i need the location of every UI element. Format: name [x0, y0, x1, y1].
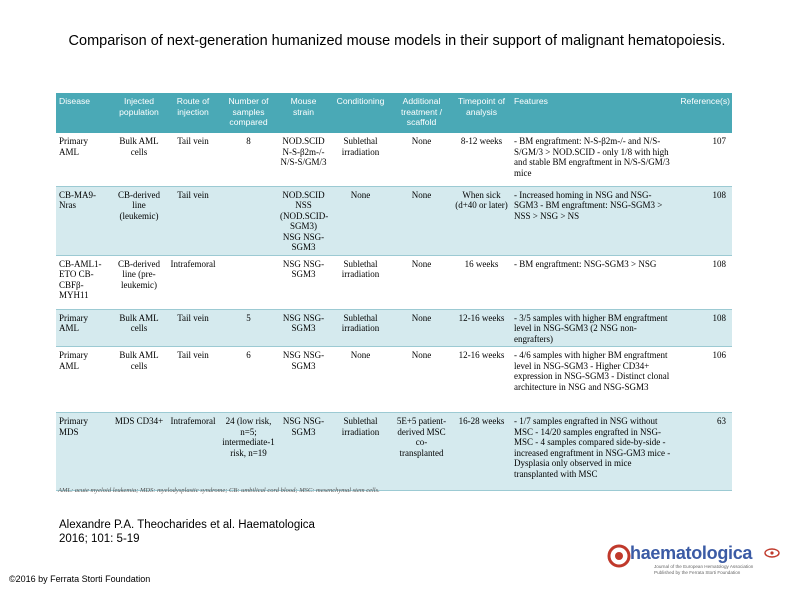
- cell-disease: CB-AML1-ETO CB-CBFβ-MYH11: [59, 258, 102, 300]
- citation-journal-ref: 2016; 101: 5-19: [59, 533, 140, 545]
- cell-reference: 108: [712, 258, 726, 269]
- cell-conditioning: None: [350, 350, 371, 360]
- cell-disease: Primary AML: [59, 350, 88, 371]
- header-references: Reference(s): [674, 93, 732, 133]
- cell-strain: NOD.SCID N-S-β2m-/- N/S-S/GM/3: [280, 136, 327, 167]
- cell-timepoint: 16-28 weeks: [451, 413, 511, 491]
- cell-strain: NSG NSG-SGM3: [277, 309, 329, 347]
- table-header-row: [56, 93, 732, 133]
- cell-conditioning: Sublethal irradiation: [341, 136, 380, 157]
- header-disease: Disease: [56, 93, 111, 133]
- header-injected-population: Injected population: [111, 93, 166, 133]
- cell-number: [219, 255, 277, 309]
- cell-conditioning: None: [329, 186, 391, 255]
- cell-population: CB-derived line (pre-leukemic): [118, 258, 160, 290]
- cell-timepoint: 16 weeks: [464, 258, 499, 269]
- cell-additional: None: [411, 350, 432, 360]
- header-features: Features: [511, 93, 674, 133]
- cell-conditioning: Sublethal irradiation: [329, 309, 391, 347]
- table-footnote: AML: acute myeloid leukemia; MDS: myelodysplastic syndrome; CB: umbilical cord blood; MSC: mesenchymal stem cells.: [58, 487, 380, 494]
- cell-features: - 1/7 samples engrafted in NSG without MSC - 14/20 samples engrafted in NSG-MSC - 4 samples compared side-by-side - increased engraftment in NSG-GM3 mice - Dysplasia only observed in mice transplanted with MSC: [511, 413, 674, 491]
- cell-route: Tail vein: [166, 309, 219, 347]
- cell-route: Tail vein: [177, 350, 209, 360]
- table-row: [56, 309, 732, 347]
- cell-timepoint: When sick (d+40 or later): [451, 186, 511, 255]
- header-number-samples: Number of samples compared: [219, 93, 277, 133]
- cell-strain: NSG NSG-SGM3: [282, 258, 325, 279]
- cell-features: - 4/6 samples with higher BM engraftment level in NSG-SGM3 - Higher CD34+ expression in NSG-SGM3 - Distinct clonal architecture in NSG and NSG-SGM3: [514, 350, 670, 392]
- cell-route: Intrafemoral: [170, 258, 216, 269]
- header-timepoint: Timepoint of analysis: [451, 93, 511, 133]
- citation-authors: Alexandre P.A. Theocharides et al. Haematologica: [59, 519, 315, 531]
- slide-title: Comparison of next-generation humanized mouse models in their support of malignant hematopoiesis.: [68, 33, 726, 49]
- cell-population: CB-derived line (leukemic): [111, 186, 166, 255]
- cell-number: [219, 186, 277, 255]
- header-conditioning: Conditioning: [329, 93, 391, 133]
- header-route: Route of injection: [166, 93, 219, 133]
- cell-reference: 63: [674, 413, 732, 491]
- cell-conditioning: Sublethal irradiation: [341, 258, 380, 279]
- cell-conditioning: Sublethal irradiation: [329, 413, 391, 491]
- table-row: [56, 186, 732, 255]
- cell-additional: 5E+5 patient-derived MSC co-transplanted: [391, 413, 451, 491]
- cell-route: Intrafemoral: [166, 413, 219, 491]
- cell-population: Bulk AML cells: [119, 350, 159, 371]
- haematologica-logo: [606, 543, 786, 579]
- cell-timepoint: 8-12 weeks: [460, 136, 503, 146]
- cell-additional: None: [391, 309, 451, 347]
- cell-additional: None: [391, 186, 451, 255]
- cell-route: Tail vein: [177, 136, 209, 146]
- cell-reference: 106: [712, 350, 726, 360]
- copyright-notice: ©2016 by Ferrata Storti Foundation: [9, 574, 151, 584]
- comparison-table: [56, 93, 732, 491]
- cell-features: - BM engraftment: N-S-β2m-/- and N/S-S/GM/3 > NOD.SCID - only 1/8 with high and stable BM engraftment in N/S-S/GM/3 mice: [514, 136, 670, 178]
- header-mouse-strain: Mouse strain: [277, 93, 329, 133]
- table-row: [56, 347, 732, 413]
- cell-additional: None: [411, 258, 432, 269]
- citation: [59, 518, 315, 546]
- cell-features: - 3/5 samples with higher BM engraftment level in NSG-SGM3 (2 NSG non-engrafters): [511, 309, 674, 347]
- logo-emblem-icon: [606, 543, 632, 569]
- cell-strain: NSG NSG-SGM3: [282, 350, 325, 371]
- table-row: [56, 255, 732, 309]
- cell-disease: Primary AML: [59, 136, 88, 157]
- cell-population: Bulk AML cells: [119, 136, 159, 157]
- cell-number: 5: [219, 309, 277, 347]
- cell-timepoint: 12-16 weeks: [451, 309, 511, 347]
- cell-number: 8: [246, 136, 251, 146]
- cell-population: MDS CD34+: [111, 413, 166, 491]
- logo-tagline: Journal of the European Hematology Association Published by the Ferrata Storti Foundation: [654, 564, 754, 575]
- cell-reference: 108: [674, 186, 732, 255]
- cell-population: Bulk AML cells: [111, 309, 166, 347]
- table-row: [56, 413, 732, 491]
- cell-reference: 108: [674, 309, 732, 347]
- cell-disease: CB-MA9-Nras: [56, 186, 111, 255]
- cell-additional: None: [411, 136, 432, 146]
- cell-reference: 107: [712, 136, 726, 146]
- logo-cell-icon: [764, 547, 780, 559]
- cell-route: Tail vein: [166, 186, 219, 255]
- cell-number: 6: [246, 350, 251, 360]
- cell-strain: NOD.SCID NSS (NOD.SCID-SGM3) NSG NSG-SGM3: [277, 186, 329, 255]
- cell-number: 24 (low risk, n=5; intermediate-1 risk, n=19: [219, 413, 277, 491]
- cell-disease: Primary MDS: [56, 413, 111, 491]
- cell-disease: Primary AML: [56, 309, 111, 347]
- cell-features: - Increased homing in NSG and NSG-SGM3 - BM engraftment: NSG-SGM3 > NSS > NSG > NS: [511, 186, 674, 255]
- header-additional-treatment: Additional treatment / scaffold: [391, 93, 451, 133]
- cell-timepoint: 12-16 weeks: [458, 350, 505, 360]
- table-row: [56, 133, 732, 186]
- logo-wordmark: haematologica: [630, 543, 753, 563]
- cell-features: - BM engraftment: NSG-SGM3 > NSG: [514, 258, 657, 269]
- cell-strain: NSG NSG-SGM3: [277, 413, 329, 491]
